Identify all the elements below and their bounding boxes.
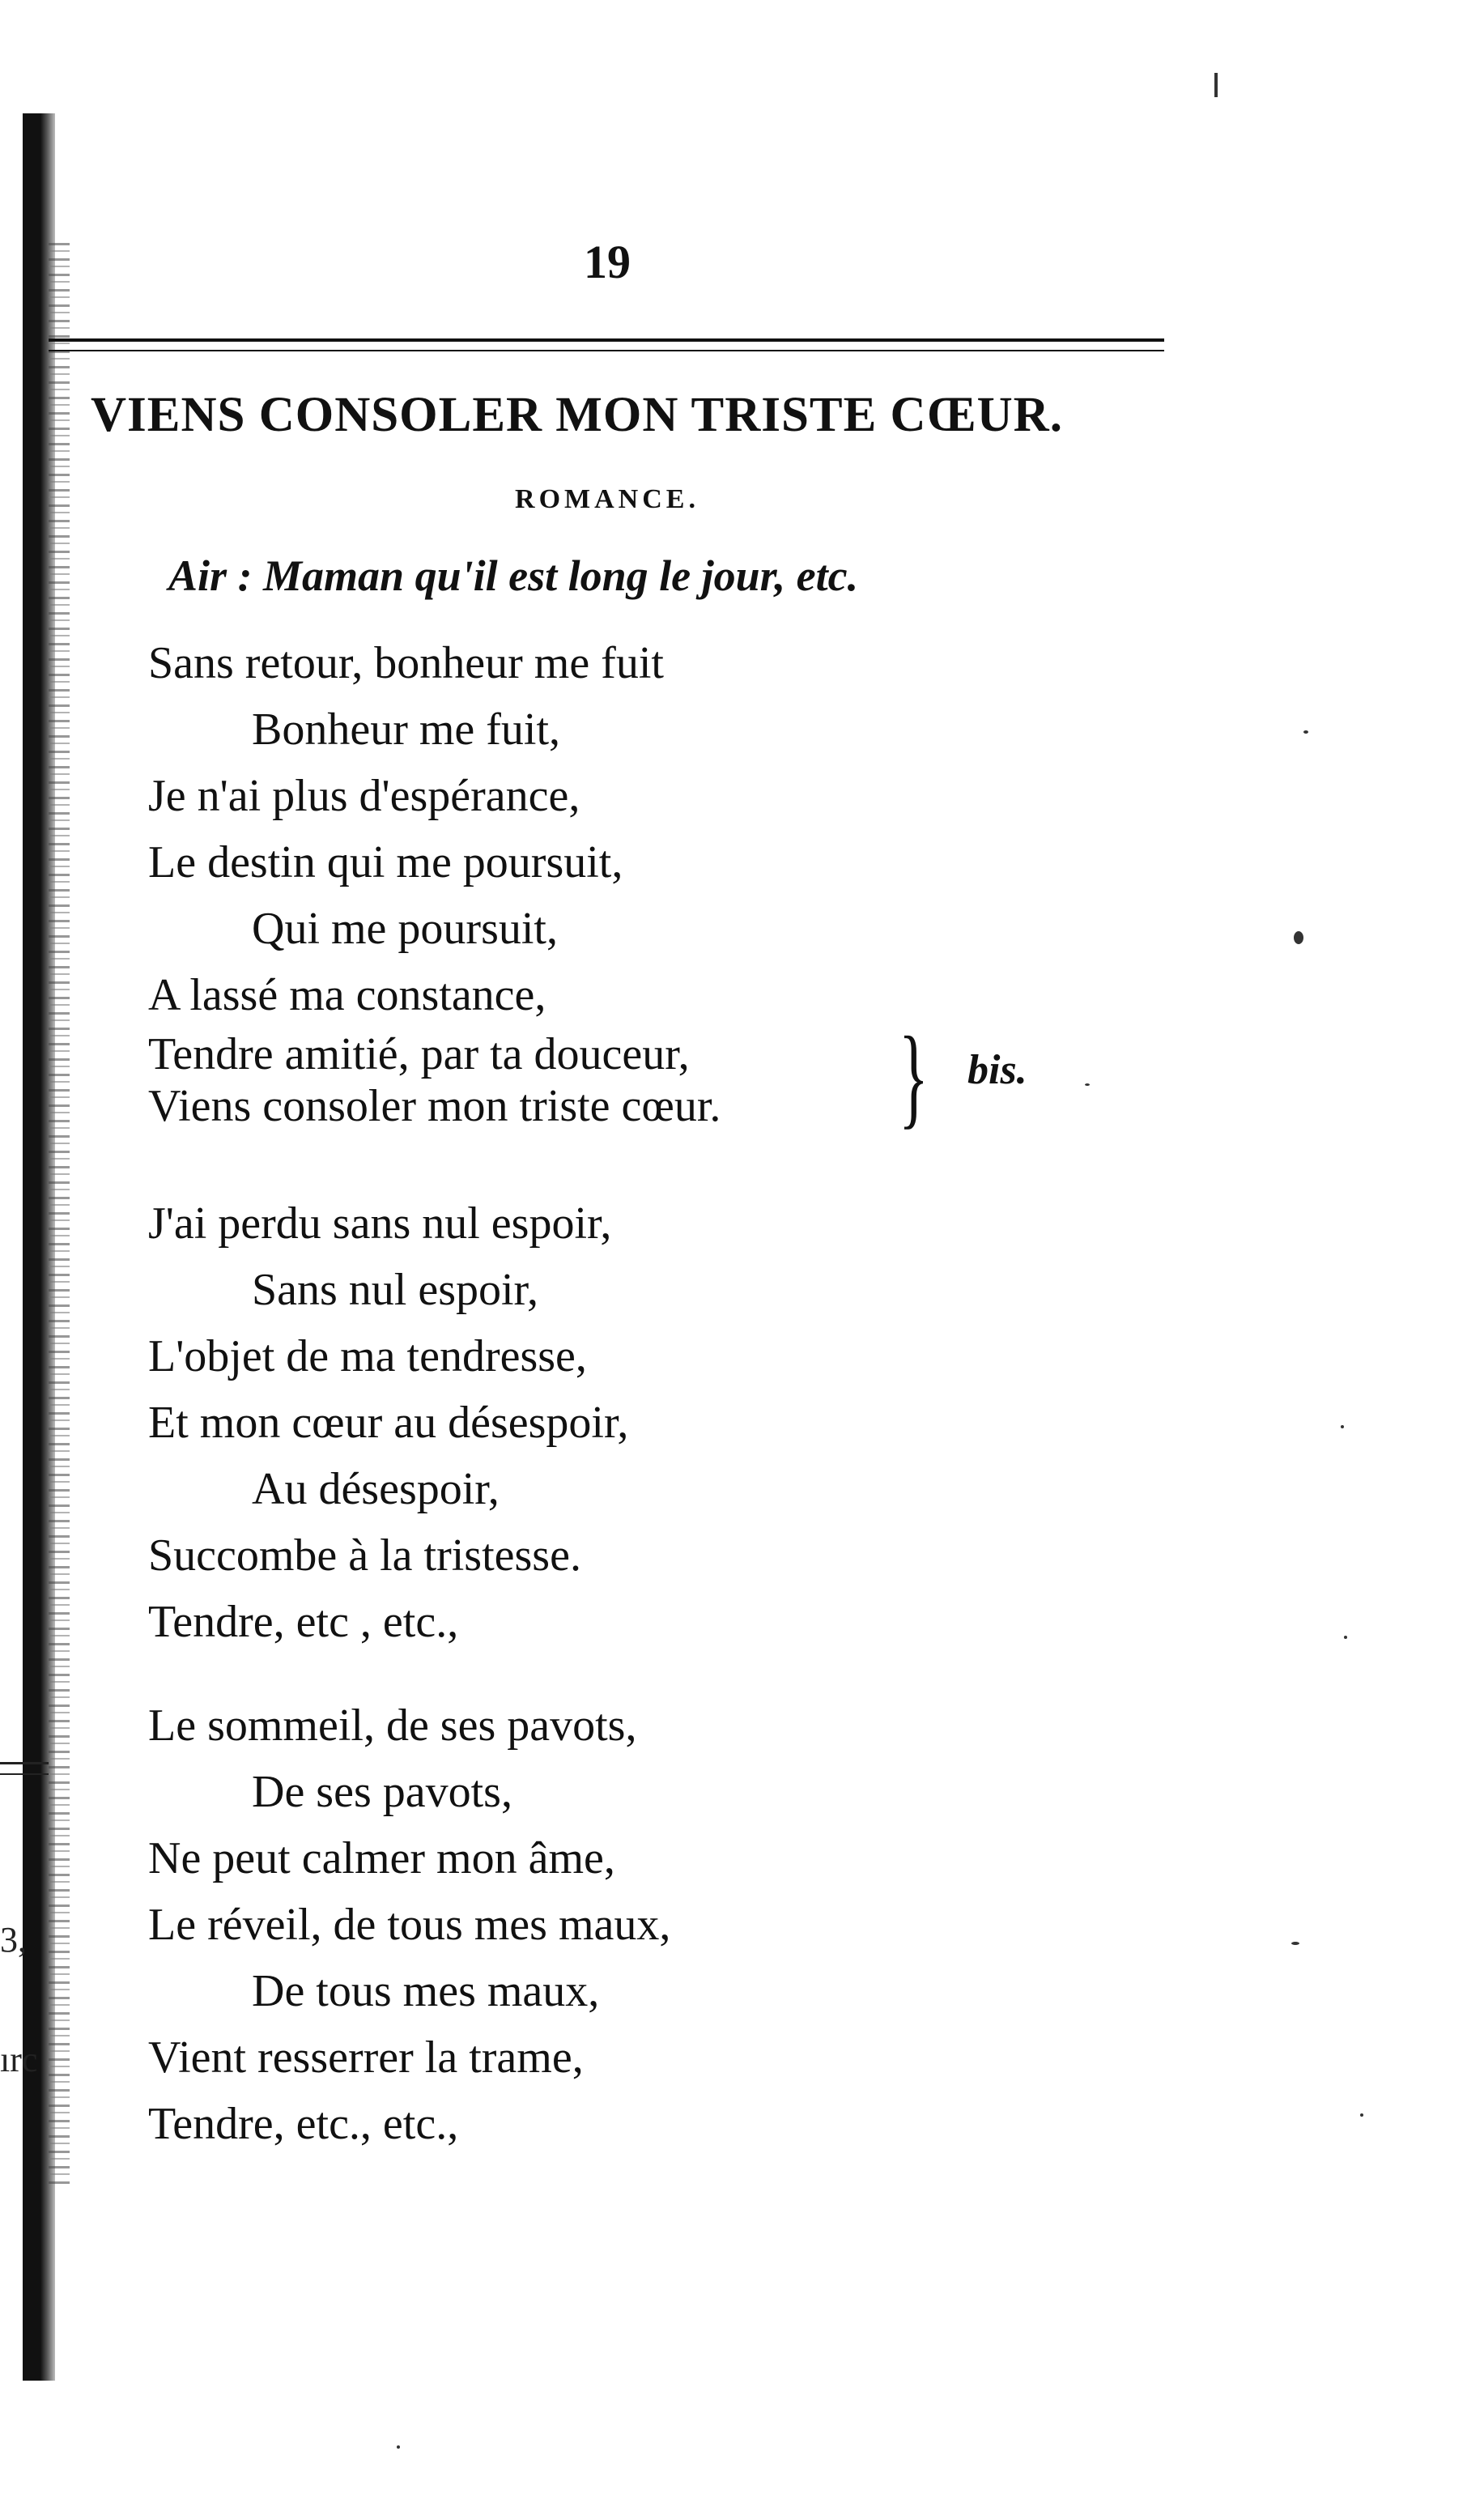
verse-line: Tendre amitié, par ta douceur, — [148, 1029, 690, 1079]
verse-line: Vient resserrer la trame, — [148, 2032, 584, 2083]
ink-speck — [1294, 931, 1303, 944]
verse-line: De tous mes maux, — [252, 1966, 600, 2016]
verse-line: Le destin qui me poursuit, — [148, 837, 623, 887]
verse-line: Tendre, etc , etc., — [148, 1597, 459, 1647]
air-indication: Air : Maman qu'il est long le jour, etc. — [168, 551, 859, 600]
page-number: 19 — [584, 236, 631, 288]
verse-line: Succombe à la tristesse. — [148, 1530, 581, 1581]
song-subtitle: ROMANCE. — [515, 484, 699, 514]
verse-line: Le réveil, de tous mes maux, — [148, 1900, 671, 1950]
verse-line: Et mon cœur au désespoir, — [148, 1398, 629, 1448]
ink-speck — [1344, 1636, 1347, 1639]
verse-line: De ses pavots, — [252, 1767, 512, 1817]
verse-line: Tendre, etc., etc., — [148, 2099, 459, 2149]
ink-speck — [1085, 1083, 1090, 1086]
stanza-1 — [148, 630, 721, 1132]
song-title: VIENS CONSOLER MON TRISTE CŒUR. — [91, 388, 1063, 442]
ink-speck — [1291, 1942, 1299, 1945]
verse-line: J'ai perdu sans nul espoir, — [148, 1198, 612, 1249]
ink-speck — [1303, 730, 1308, 734]
verse-line: L'objet de ma tendresse, — [148, 1331, 587, 1381]
verse-line: Bonheur me fuit, — [252, 704, 561, 755]
verse-line: Sans retour, bonheur me fuit — [148, 638, 664, 688]
stanza-3 — [148, 1692, 670, 2157]
verse-line: Qui me poursuit, — [252, 904, 558, 954]
ink-speck — [1341, 1425, 1344, 1428]
verse-line: Sans nul espoir, — [252, 1265, 538, 1315]
verse-line: Le sommeil, de ses pavots, — [148, 1700, 637, 1751]
margin-fragment: 3, — [0, 1920, 27, 1960]
verse-line: Je n'ai plus d'espérance, — [148, 771, 580, 821]
verse-line: Viens consoler mon triste cœur. — [148, 1081, 721, 1131]
verse-line: Ne peut calmer mon âme, — [148, 1833, 615, 1883]
ink-speck — [1360, 2113, 1363, 2117]
margin-rule-fragment — [0, 1773, 49, 1775]
refrain-brace: } — [899, 1014, 929, 1139]
verse-line: A lassé ma constance, — [148, 970, 546, 1020]
stanza-2 — [148, 1190, 628, 1655]
refrain-mark: bis. — [967, 1047, 1027, 1093]
verse-line: Au désespoir, — [252, 1464, 500, 1514]
binding-texture — [49, 243, 70, 2186]
header-rule-thin — [49, 350, 1164, 351]
margin-fragment: ırc — [0, 2040, 38, 2079]
ink-speck — [397, 2445, 400, 2449]
ink-speck — [1214, 73, 1218, 97]
header-rule — [49, 338, 1164, 342]
margin-rule-fragment — [0, 1762, 49, 1764]
